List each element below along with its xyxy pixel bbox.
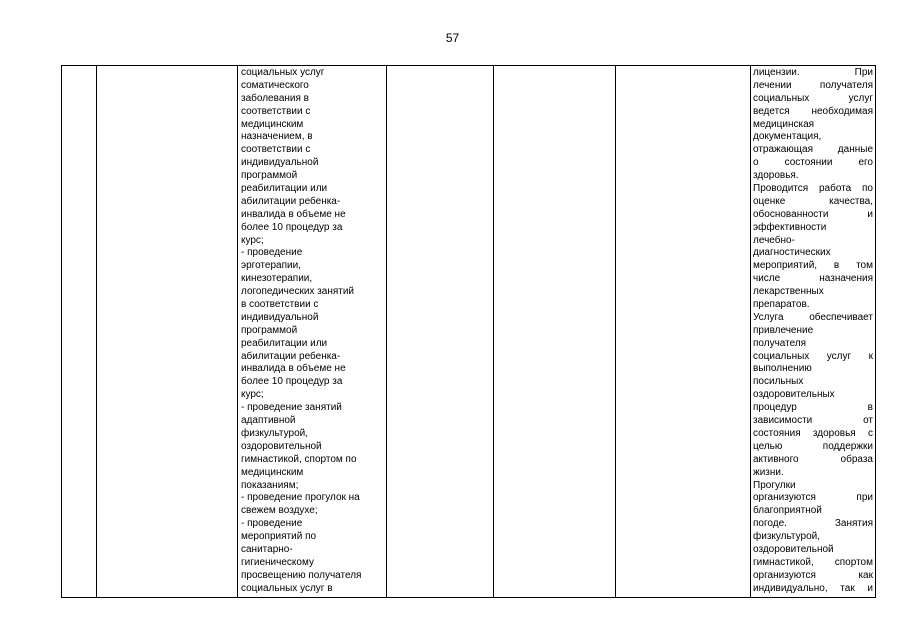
text-line: - проведение [241, 518, 303, 530]
text-line: препаратов. [753, 299, 810, 311]
text-line: привлечение [753, 324, 814, 336]
text-line: эрготерапии, [241, 260, 301, 272]
text-line: оценке качества, [753, 195, 873, 207]
text-line: получателя [753, 337, 807, 349]
text-line: физкультурой, [241, 427, 308, 439]
text-line: показаниям; [241, 479, 299, 491]
text-line: программой [241, 170, 298, 182]
text-line: эффективности [753, 221, 827, 233]
text-line: числе назначения [753, 273, 873, 285]
text-line: санитарно- [241, 543, 293, 555]
text-line: кинезотерапии, [241, 273, 313, 285]
text-line: активного образа [753, 453, 873, 465]
text-line: посильных [753, 376, 804, 388]
text-line: жизни. [753, 466, 784, 478]
text-line: абилитации ребенка- [241, 350, 341, 362]
text-line: ведется необходимая [753, 105, 873, 117]
page-number: 57 [445, 31, 460, 45]
text-line: в соответствии с [241, 299, 319, 311]
text-line: лицензии. При [753, 67, 873, 78]
text-line: диагностических [753, 247, 831, 259]
text-line: зависимости от [753, 415, 873, 427]
text-line: инвалида в объеме не [241, 208, 346, 220]
services-table [61, 65, 876, 598]
text-line: гимнастикой, спортом по [241, 453, 357, 465]
column-divider [493, 66, 494, 597]
text-line: медицинским [241, 466, 304, 478]
text-line: лечебно- [753, 234, 795, 246]
text-line: гигиеническому [241, 556, 314, 568]
text-line: мероприятий по [241, 531, 317, 543]
text-line: оздоровительной [241, 440, 322, 452]
text-line: Услуга обеспечивает [753, 311, 873, 323]
text-line: реабилитации или [241, 337, 328, 349]
column-divider [615, 66, 616, 597]
text-line: более 10 процедур за [241, 376, 343, 388]
text-line: документация, [753, 131, 822, 143]
text-line: инвалида в объеме не [241, 363, 346, 375]
text-line: абилитации ребенка- [241, 195, 341, 207]
text-line: - проведение занятий [241, 402, 342, 414]
text-line: - проведение прогулок на [241, 492, 360, 504]
text-line: погоде. Занятия [753, 518, 873, 530]
column-divider [96, 66, 97, 597]
column-divider [750, 66, 751, 597]
text-line: заболевания в [241, 92, 309, 104]
text-line: курс; [241, 389, 264, 401]
text-line: реабилитации или [241, 183, 328, 195]
text-line: выполнению [753, 363, 812, 375]
text-line: организуются как [753, 569, 873, 581]
text-line: индивидуально, так и [753, 582, 873, 594]
text-line: отражающая данные [753, 144, 873, 156]
text-line: просвещению получателя [241, 569, 362, 581]
text-line: мероприятий, в том [753, 260, 873, 272]
text-line: организуются при [753, 492, 873, 504]
text-line: соответствии с [241, 105, 311, 117]
text-line: индивидуальной [241, 157, 319, 169]
text-line: соматического [241, 79, 309, 91]
text-line: о состоянии его [753, 157, 873, 169]
text-line: здоровья. [753, 170, 799, 182]
text-line: соответствии с [241, 144, 311, 156]
text-line: социальных услуг [241, 67, 325, 78]
text-line: благоприятной [753, 505, 822, 517]
text-line: процедур в [753, 402, 873, 414]
quality-conditions-cell [753, 67, 873, 596]
text-line: физкультурой, [753, 531, 820, 543]
text-line: Проводится работа по [753, 183, 873, 195]
text-line: программой [241, 324, 298, 336]
text-line: курс; [241, 234, 264, 246]
text-line: индивидуальной [241, 311, 319, 323]
text-line: более 10 процедур за [241, 221, 343, 233]
text-line: социальных услуг в [241, 582, 333, 594]
service-content-cell [241, 67, 387, 596]
text-line: свежем воздухе; [241, 505, 318, 517]
text-line: социальных услуг [753, 92, 873, 104]
text-line: Прогулки [753, 479, 796, 491]
text-line: лечении получателя [753, 79, 873, 91]
text-line: целью поддержки [753, 440, 873, 452]
column-divider [237, 66, 238, 597]
text-line: оздоровительных [753, 389, 835, 401]
text-line: обоснованности и [753, 208, 873, 220]
text-line: логопедических занятий [241, 286, 355, 298]
text-line: адаптивной [241, 415, 296, 427]
text-line: лекарственных [753, 286, 824, 298]
text-line: медицинским [241, 118, 304, 130]
text-line: оздоровительной [753, 543, 834, 555]
text-line: медицинская [753, 118, 815, 130]
text-line: социальных услуг к [753, 350, 873, 362]
text-line: - проведение [241, 247, 303, 259]
text-line: состояния здоровья с [753, 427, 873, 439]
text-line: гимнастикой, спортом [753, 556, 873, 568]
text-line: назначением, в [241, 131, 313, 143]
